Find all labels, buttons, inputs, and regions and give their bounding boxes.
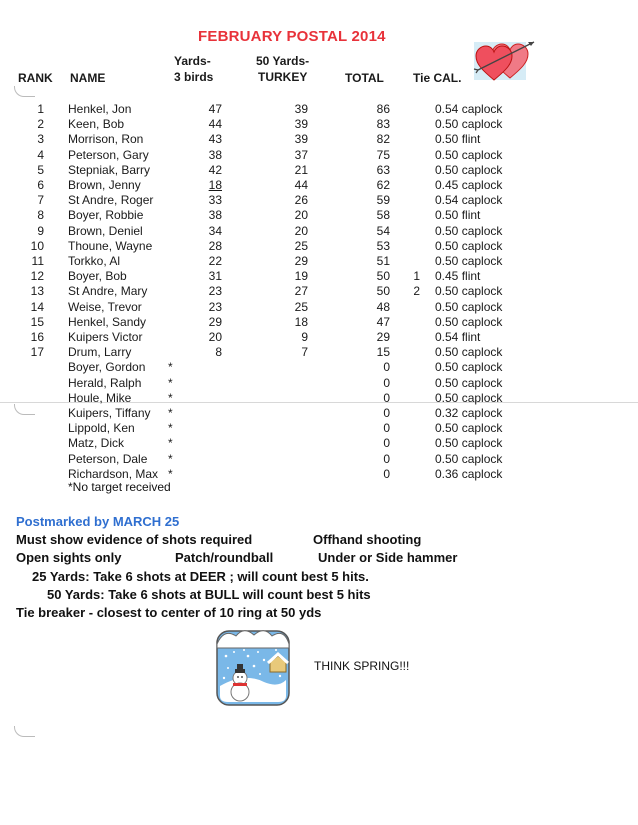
- cell-name: Henkel, Sandy: [68, 314, 147, 329]
- cell-name: Boyer, Robbie: [68, 208, 144, 223]
- cell-name: Thoune, Wayne: [68, 238, 153, 253]
- cell-cal: 0.50 caplock: [435, 117, 503, 132]
- cell-total: 58: [376, 208, 390, 223]
- cell-yards: *: [168, 421, 173, 436]
- cell-name: Morrison, Ron: [68, 132, 144, 147]
- cell-cal: 0.36 caplock: [435, 466, 503, 481]
- header-yards-top: Yards-: [174, 54, 211, 68]
- cell-cal: 0.54 flint: [435, 330, 481, 344]
- cell-total: 0: [383, 360, 390, 375]
- rule-tie-breaker: Tie breaker - closest to center of 10 ring at 50 yds: [16, 605, 322, 620]
- cell-name: Stepniak, Barry: [68, 162, 151, 177]
- cell-cal: 0.50 caplock: [435, 436, 503, 451]
- cell-rank: 11: [31, 254, 44, 268]
- cell-yards: *: [168, 406, 173, 420]
- cell-rank: 8: [37, 208, 44, 223]
- cell-cal: 0.50 caplock: [435, 254, 503, 268]
- cell-total: 50: [376, 284, 390, 299]
- cell-rank: 13: [30, 284, 44, 299]
- footnote: *No target received: [68, 480, 171, 494]
- cell-fifty: 21: [294, 162, 308, 177]
- cell-name: Henkel, Jon: [68, 102, 132, 116]
- cell-rank: 10: [30, 238, 44, 253]
- cell-rank: 1: [37, 102, 44, 116]
- cell-name: Brown, Deniel: [68, 223, 143, 238]
- cell-rank: 17: [30, 345, 44, 360]
- cell-yards: 38: [208, 147, 222, 162]
- cell-fifty: 25: [294, 238, 308, 253]
- cell-name: Torkko, Al: [68, 254, 121, 268]
- cell-total: 63: [376, 162, 390, 177]
- cell-name: Peterson, Gary: [68, 147, 149, 162]
- rule-evidence: Must show evidence of shots required: [16, 532, 253, 547]
- cell-name: Boyer, Gordon: [68, 360, 146, 375]
- cell-yards: 44: [208, 117, 222, 132]
- header-yards-bottom: 3 birds: [174, 70, 214, 84]
- cell-total: 0: [383, 466, 390, 481]
- cell-tie: 2: [413, 284, 420, 299]
- cell-total: 0: [383, 436, 390, 451]
- cell-yards: 42: [208, 162, 222, 177]
- scan-mark: [14, 726, 35, 737]
- cell-cal: 0.50 caplock: [435, 223, 503, 238]
- cell-name: Boyer, Bob: [68, 269, 127, 284]
- think-spring-text: THINK SPRING!!!: [314, 659, 410, 673]
- cell-cal: 0.50 caplock: [435, 360, 503, 375]
- header-total: TOTAL: [345, 71, 384, 85]
- cell-total: 47: [376, 314, 390, 329]
- cell-total: 86: [376, 102, 390, 116]
- cell-yards: 22: [208, 254, 222, 268]
- cell-yards: 20: [208, 330, 222, 344]
- cell-name: Lippold, Ken: [68, 421, 135, 436]
- rule-50-yards: 50 Yards: Take 6 shots at BULL will count best 5 hits: [47, 587, 371, 602]
- cell-rank: 14: [30, 299, 44, 314]
- cell-yards: *: [168, 451, 173, 466]
- rule-hammer: Under or Side hammer: [318, 550, 458, 565]
- cell-cal: 0.50 caplock: [435, 421, 503, 436]
- cell-total: 51: [376, 254, 390, 268]
- cell-name: Drum, Larry: [68, 345, 132, 360]
- cell-total: 83: [376, 117, 390, 132]
- cell-fifty: 25: [294, 299, 308, 314]
- cell-yards: 33: [208, 193, 222, 208]
- cell-total: 59: [376, 193, 390, 208]
- cell-cal: 0.50 caplock: [435, 284, 503, 299]
- cell-yards: 43: [208, 132, 222, 147]
- cell-rank: 3: [37, 132, 44, 147]
- cell-cal: 0.50 caplock: [435, 390, 503, 405]
- rule-open-sights: Open sights only: [16, 550, 122, 565]
- cell-yards: 23: [208, 299, 222, 314]
- cell-total: 75: [376, 147, 390, 162]
- cell-total: 62: [376, 178, 390, 192]
- cell-total: 0: [383, 451, 390, 466]
- header-fifty-top: 50 Yards-: [256, 54, 310, 68]
- cell-name: St Andre, Mary: [68, 284, 148, 299]
- cell-name: Houle, Mike: [68, 390, 132, 405]
- cell-tie: 1: [413, 269, 420, 284]
- cell-fifty: 39: [294, 117, 308, 132]
- scan-mark: [14, 404, 35, 415]
- cell-cal: 0.50 flint: [435, 132, 481, 147]
- cell-total: 54: [376, 223, 390, 238]
- cell-name: Weise, Trevor: [68, 299, 142, 314]
- cell-yards: 47: [208, 102, 222, 116]
- header-fifty-bottom: TURKEY: [258, 70, 308, 84]
- cell-total: 15: [376, 345, 390, 360]
- cell-total: 29: [376, 330, 390, 344]
- cell-name: St Andre, Roger: [68, 193, 154, 208]
- cell-total: 0: [383, 375, 390, 390]
- cell-total: 48: [376, 299, 390, 314]
- cell-fifty: 20: [294, 208, 308, 223]
- cell-name: Herald, Ralph: [68, 375, 142, 390]
- cell-yards: 38: [208, 208, 222, 223]
- cell-total: 50: [376, 269, 390, 284]
- cell-total: 82: [376, 132, 390, 147]
- cell-total: 0: [383, 390, 390, 405]
- cell-rank: 5: [37, 162, 44, 177]
- cell-yards: *: [168, 436, 173, 451]
- cell-fifty: 29: [294, 254, 308, 268]
- cell-cal: 0.45 flint: [435, 269, 481, 284]
- rule-offhand: Offhand shooting: [313, 532, 422, 547]
- cell-cal: 0.50 caplock: [435, 451, 503, 466]
- rule-patch: Patch/roundball: [175, 550, 274, 565]
- cell-total: 0: [383, 421, 390, 436]
- cell-cal: 0.50 caplock: [435, 375, 503, 390]
- header-rank: RANK: [18, 71, 53, 85]
- cell-cal: 0.32 caplock: [435, 406, 503, 420]
- cell-yards: *: [168, 390, 173, 405]
- cell-cal: 0.50 caplock: [435, 162, 503, 177]
- cell-name: Brown, Jenny: [68, 178, 141, 192]
- cell-fifty: 26: [294, 193, 308, 208]
- cell-yards: 23: [208, 284, 222, 299]
- cell-fifty: 27: [294, 284, 308, 299]
- cell-total: 53: [376, 238, 390, 253]
- cell-rank: 9: [37, 223, 44, 238]
- scan-mark: [14, 86, 35, 97]
- cell-rank: 6: [37, 178, 44, 192]
- cell-yards: 29: [208, 314, 222, 329]
- cell-rank: 4: [37, 147, 44, 162]
- cell-fifty: 7: [301, 345, 308, 360]
- cell-fifty: 39: [294, 102, 308, 116]
- cell-cal: 0.50 caplock: [435, 314, 503, 329]
- header-tie-cal: Tie CAL.: [413, 71, 462, 85]
- cell-yards: *: [168, 466, 173, 481]
- cell-name: Keen, Bob: [68, 117, 125, 132]
- cell-total: 0: [383, 406, 390, 420]
- snowman-globe-icon: [214, 626, 292, 708]
- cell-cal: 0.54 caplock: [435, 193, 503, 208]
- cell-yards: 34: [208, 223, 222, 238]
- cell-rank: 2: [37, 117, 44, 132]
- header-name: NAME: [70, 71, 106, 85]
- cell-yards: 18: [208, 178, 222, 192]
- cell-name: Kuipers, Tiffany: [68, 406, 151, 420]
- cell-cal: 0.50 flint: [435, 208, 481, 223]
- cell-fifty: 39: [294, 132, 308, 147]
- cell-cal: 0.50 caplock: [435, 238, 503, 253]
- cell-fifty: 20: [294, 223, 308, 238]
- cell-cal: 0.54 caplock: [435, 102, 503, 116]
- cell-cal: 0.50 caplock: [435, 147, 503, 162]
- cell-fifty: 9: [301, 330, 308, 344]
- document-title: FEBRUARY POSTAL 2014: [198, 28, 386, 45]
- cell-fifty: 37: [294, 147, 308, 162]
- cell-name: Peterson, Dale: [68, 451, 148, 466]
- cell-rank: 7: [37, 193, 44, 208]
- cell-rank: 16: [30, 330, 44, 344]
- cell-cal: 0.45 caplock: [435, 178, 503, 192]
- hearts-arrow-icon: [470, 36, 540, 84]
- postmark-deadline: Postmarked by MARCH 25: [16, 514, 180, 529]
- cell-rank: 12: [30, 269, 44, 284]
- cell-yards: 8: [215, 345, 222, 360]
- cell-cal: 0.50 caplock: [435, 345, 503, 360]
- cell-fifty: 44: [294, 178, 308, 192]
- cell-fifty: 18: [294, 314, 308, 329]
- cell-name: Richardson, Max: [68, 466, 159, 481]
- cell-yards: 31: [208, 269, 222, 284]
- cell-name: Kuipers Victor: [68, 330, 143, 344]
- cell-yards: 28: [208, 238, 222, 253]
- cell-rank: 15: [30, 314, 44, 329]
- cell-yards: *: [168, 375, 173, 390]
- cell-name: Matz, Dick: [68, 436, 125, 451]
- rule-25-yards: 25 Yards: Take 6 shots at DEER ; will count best 5 hits.: [32, 569, 369, 584]
- cell-cal: 0.50 caplock: [435, 299, 503, 314]
- cell-fifty: 19: [294, 269, 308, 284]
- cell-yards: *: [168, 360, 173, 375]
